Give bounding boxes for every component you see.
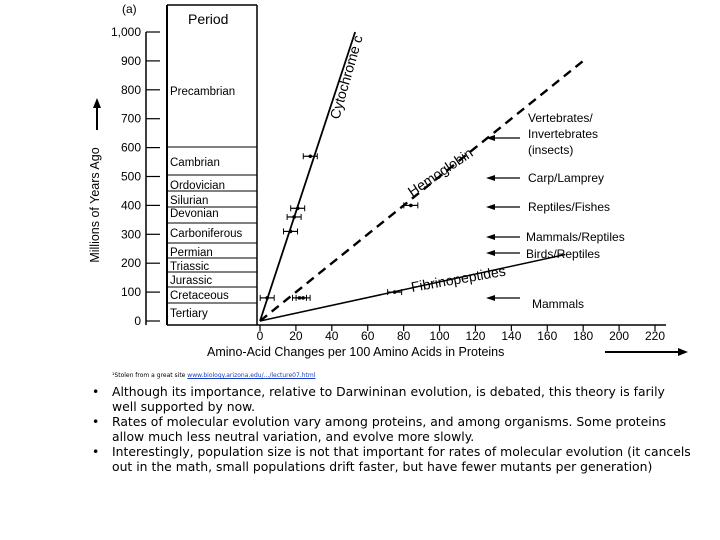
y-axis-title	[88, 98, 102, 263]
x-tick-label: 160	[537, 329, 558, 343]
y-tick-label: 1,000	[110, 25, 141, 39]
period-cretaceous: Cretaceous	[170, 290, 229, 302]
period-header: Period	[188, 11, 229, 27]
divergence-markers	[486, 111, 625, 311]
data-point	[296, 295, 310, 301]
x-tick-label: 60	[361, 329, 375, 343]
divergence-label-2: Carp/Lamprey	[528, 171, 605, 185]
x-tick-label: 20	[289, 329, 303, 343]
label-hemoglobin: Hemoglobin	[404, 144, 476, 200]
x-tick-label: 80	[396, 329, 411, 343]
y-tick-label: 800	[120, 82, 141, 97]
data-points	[260, 153, 418, 301]
y-tick-label: 400	[120, 198, 141, 213]
label-cytochrome-c: Cytochrome c	[326, 33, 366, 121]
period-jurassic: Jurassic	[170, 275, 213, 287]
divergence-carp-lamprey	[486, 171, 604, 185]
y-tick-label: 500	[120, 169, 141, 184]
divergence-label-5: Birds/Reptiles	[526, 247, 601, 261]
x-axis-arrow	[605, 348, 688, 356]
y-tick-label: 100	[120, 285, 141, 300]
period-silurian: Silurian	[170, 195, 209, 207]
x-tick-label: 120	[465, 329, 486, 343]
y-tick-label: 900	[120, 53, 141, 68]
period-precambrian: Precambrian	[170, 86, 236, 98]
y-tick-label: 0	[134, 314, 141, 328]
x-tick-label: 140	[501, 329, 522, 343]
period-carboniferous: Carboniferous	[170, 228, 243, 240]
x-tick-label: 40	[325, 329, 339, 343]
source-note-prefix: ¹Stolen from a great site	[112, 372, 188, 379]
y-tick-label: 600	[120, 140, 141, 155]
divergence-label-3: Reptiles/Fishes	[528, 200, 611, 214]
x-tick-label: 0	[256, 329, 264, 343]
y-axis-title-text: Millions of Years Ago	[88, 147, 102, 263]
divergence-vertebrates-invertebrates	[486, 111, 598, 157]
period-cambrian: Cambrian	[170, 157, 220, 169]
period-triassic: Triassic	[170, 261, 210, 273]
period-permian: Permian	[170, 247, 213, 259]
source-note	[112, 372, 315, 379]
panel-label: (a)	[122, 2, 137, 16]
divergence-birds-reptiles	[486, 247, 600, 261]
divergence-label-4: Mammals/Reptiles	[526, 230, 625, 244]
divergence-mammals	[486, 295, 584, 311]
y-tick-label: 200	[120, 256, 141, 271]
x-axis-ticks	[257, 325, 666, 343]
bullet-list	[92, 384, 692, 474]
y-axis-ticks	[111, 25, 160, 328]
y-tick-label: 300	[120, 227, 141, 242]
y-tick-label: 700	[120, 111, 141, 126]
period-tertiary: Tertiary	[170, 308, 208, 320]
bullet-item: • Although its importance, relative to Darwininan evolution, is debated, this theory is farily well supported by now.	[92, 384, 692, 414]
divergence-label-1c: (insects)	[528, 143, 574, 157]
label-fibrinopeptides: Fibrinopeptides	[409, 262, 507, 295]
x-tick-label: 100	[429, 329, 450, 343]
x-tick-label: 220	[644, 329, 666, 343]
divergence-reptiles-fishes	[486, 200, 610, 214]
divergence-label-6: Mammals	[532, 297, 585, 311]
divergence-mammals-reptiles	[486, 230, 625, 244]
x-axis-title: Amino-Acid Changes per 100 Amino Acids in Proteins	[207, 345, 505, 359]
x-tick-label: 180	[573, 329, 594, 343]
period-devonian: Devonian	[170, 208, 219, 220]
bullet-item: • Interestingly, population size is not that important for rates of molecular evolution (it cancels out in the math, small populations drift faster, but have fewer mutants per generation)	[92, 444, 692, 474]
period-ordovician: Ordovician	[170, 180, 225, 192]
divergence-label-1b: Invertebrates	[528, 127, 599, 141]
divergence-label-1a: Vertebrates/	[528, 111, 593, 125]
period-labels	[170, 86, 242, 320]
bullet-item: • Rates of molecular evolution vary among proteins, and among organisms. Some proteins allow much less neutral variation, and evolve more slowly.	[92, 414, 692, 444]
source-link[interactable]: www.biology.arizona.edu/.../lecture07.html	[187, 372, 316, 379]
x-tick-label: 200	[609, 329, 630, 343]
